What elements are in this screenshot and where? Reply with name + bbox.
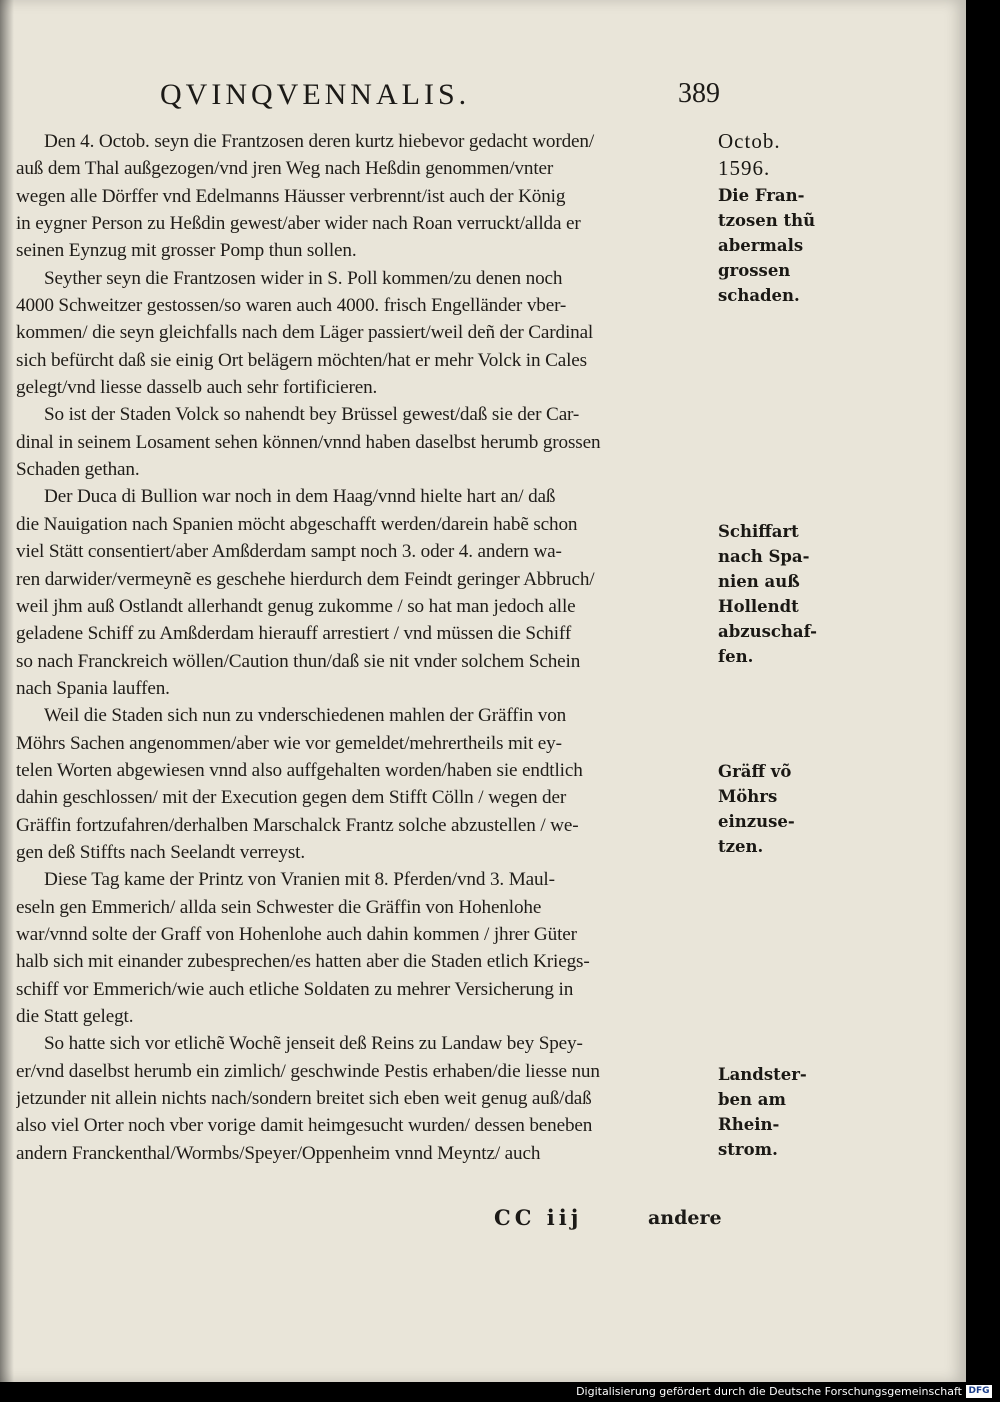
text-line: so nach Franckreich wöllen/Caution thun/daß sie nit vnder solchem Schein — [16, 650, 581, 672]
margin-note — [718, 759, 795, 859]
running-title: QVINQVENNALIS. — [160, 78, 471, 111]
text-line: dahin geschlossen/ mit der Execution gegen dem Stifft Cölln / wegen der — [16, 787, 567, 809]
margin-note-line: Octob. — [718, 129, 781, 153]
text-line: jetzunder nit allein nichts nach/sondern breitet sich eben weit genug auß/daß — [16, 1088, 592, 1110]
margin-note — [718, 128, 781, 182]
text-line: seinen Eynzug mit grosser Pomp thun sollen. — [16, 240, 357, 262]
page-header — [160, 78, 720, 122]
margin-note-line: Möhrs — [718, 787, 778, 807]
text-line: Möhrs Sachen angenommen/aber wie vor gemeldet/mehrertheils mit ey- — [16, 732, 562, 754]
text-line: viel Stätt consentiert/aber Amßderdam sampt noch 3. oder 4. andern wa- — [16, 541, 562, 563]
text-line: die Nauigation nach Spanien möcht abgeschafft werden/darein habẽ schon — [16, 513, 578, 535]
margin-note-line: schaden. — [718, 285, 800, 305]
text-line: gelegt/vnd liesse dasselb auch sehr fortificieren. — [16, 377, 378, 399]
text-line: Gräffin fortzufahren/derhalben Marschalck Frantz solche abzustellen / we- — [16, 814, 579, 836]
footer-credit: Digitalisierung gefördert durch die Deutsche Forschungsgemeinschaft — [576, 1385, 962, 1398]
margin-note-line: abzuschaf- — [718, 621, 817, 641]
margin-note-line: nach Spa- — [718, 546, 810, 566]
margin-note-line: tzosen thũ — [718, 210, 816, 230]
catchword: andere — [648, 1207, 722, 1229]
margin-note-line: Gräff võ — [718, 762, 792, 782]
text-line: Den 4. Octob. seyn die Frantzosen deren kurtz hiebevor gedacht worden/ — [44, 131, 595, 152]
margin-note-line: abermals — [718, 235, 804, 255]
text-line: sich befürcht daß sie einig Ort belägern möchten/hat er mehr Volck in Cales — [16, 349, 587, 371]
margin-note-line: Landster- — [718, 1064, 807, 1084]
margin-note-line: grossen — [718, 260, 791, 280]
margin-note — [718, 183, 815, 308]
text-line: telen Worten abgewiesen vnnd also auffgehalten worden/haben sie endtlich — [16, 759, 583, 781]
text-line: andern Franckenthal/Wormbs/Speyer/Oppenheim vnnd Meyntz/ auch — [16, 1142, 541, 1164]
text-line: eseln gen Emmerich/ allda sein Schwester die Gräffin von Hohenlohe — [16, 896, 542, 918]
text-line: war/vnnd solte der Graff von Hohenlohe auch dahin kommen / jhrer Güter — [16, 923, 577, 945]
text-line: So ist der Staden Volck so nahendt bey Brüssel gewest/daß sie der Car- — [44, 404, 580, 426]
text-line: Weil die Staden sich nun zu vnderschiedenen mahlen der Gräffin von — [44, 705, 567, 727]
dfg-logo-icon: DFG — [966, 1385, 992, 1398]
margin-note-line: tzen. — [718, 837, 764, 857]
text-line: weil jhm auß Ostlandt allerhandt genug zukomme / so hat man jedoch alle — [16, 595, 576, 617]
text-line: auß dem Thal außgezogen/vnd jren Weg nach Heßdin genommen/vnter — [16, 158, 554, 180]
margin-note-line: einzuse- — [718, 812, 795, 832]
text-line: gen deß Stiffts nach Seelandt verreyst. — [16, 841, 305, 863]
margin-note-line: strom. — [718, 1139, 778, 1159]
margin-note-line: ben am — [718, 1089, 786, 1109]
text-line: Seyther seyn die Frantzosen wider in S. Poll kommen/zu denen noch — [44, 267, 563, 289]
text-line: die Statt gelegt. — [16, 1006, 134, 1027]
body-text — [16, 128, 716, 1167]
text-line: schiff vor Emmerich/wie auch etliche Soldaten zu mehrer Versicherung in — [16, 978, 574, 1000]
margin-note-line: nien auß — [718, 571, 800, 591]
margin-note-line: 1596. — [718, 156, 771, 180]
text-line: 4000 Schweitzer gestossen/so waren auch 4000. frisch Engelländer vber- — [16, 295, 567, 317]
page-number: 389 — [678, 78, 720, 109]
text-line: halb sich mit einander zubesprechen/es hatten aber die Staden etlich Kriegs- — [16, 951, 590, 973]
text-line: Der Duca di Bullion war noch in dem Haag/vnnd hielte hart an/ daß — [44, 486, 556, 508]
footer-bar — [0, 1382, 1000, 1402]
margin-note-line: Rhein- — [718, 1114, 780, 1134]
margin-note-line: Die Fran- — [718, 185, 805, 205]
margin-note-line: fen. — [718, 646, 754, 666]
margin-note-line: Hollendt — [718, 596, 799, 616]
text-line: ren darwider/vermeynẽ es geschehe hierdurch dem Feindt geringer Abbruch/ — [16, 568, 595, 590]
text-line: in eygner Person zu Heßdin gewest/aber wider nach Roan verruckt/allda er — [16, 213, 581, 235]
text-line: er/vnd daselbst herumb ein zimlich/ geschwinde Pestis erhaben/die liesse nun — [16, 1060, 600, 1082]
text-line: dinal in seinem Losament sehen können/vnnd haben daselbst herumb grossen — [16, 431, 601, 453]
text-line: So hatte sich vor etlichẽ Wochẽ jenseit deß Reins zu Landaw bey Spey- — [44, 1033, 583, 1055]
text-line: kommen/ die seyn gleichfalls nach dem Läger passiert/weil deñ der Cardinal — [16, 322, 594, 344]
margin-note — [718, 1062, 807, 1162]
text-line: wegen alle Dörffer vnd Edelmanns Häusser verbrennt/ist auch der König — [16, 185, 566, 207]
signature-mark: CC iij — [494, 1205, 583, 1230]
margin-note-line: Schiffart — [718, 521, 799, 541]
text-line: Schaden gethan. — [16, 459, 140, 481]
text-line: Diese Tag kame der Printz von Vranien mit 8. Pferden/vnd 3. Maul- — [44, 869, 555, 891]
text-line: also viel Orter noch vber vorige damit heimgesucht wurden/ dessen beneben — [16, 1115, 593, 1137]
text-line: nach Spania lauffen. — [16, 677, 170, 699]
text-line: geladene Schiff zu Amßderdam hierauff arrestiert / vnd müssen die Schiff — [16, 623, 572, 645]
margin-note — [718, 519, 817, 669]
